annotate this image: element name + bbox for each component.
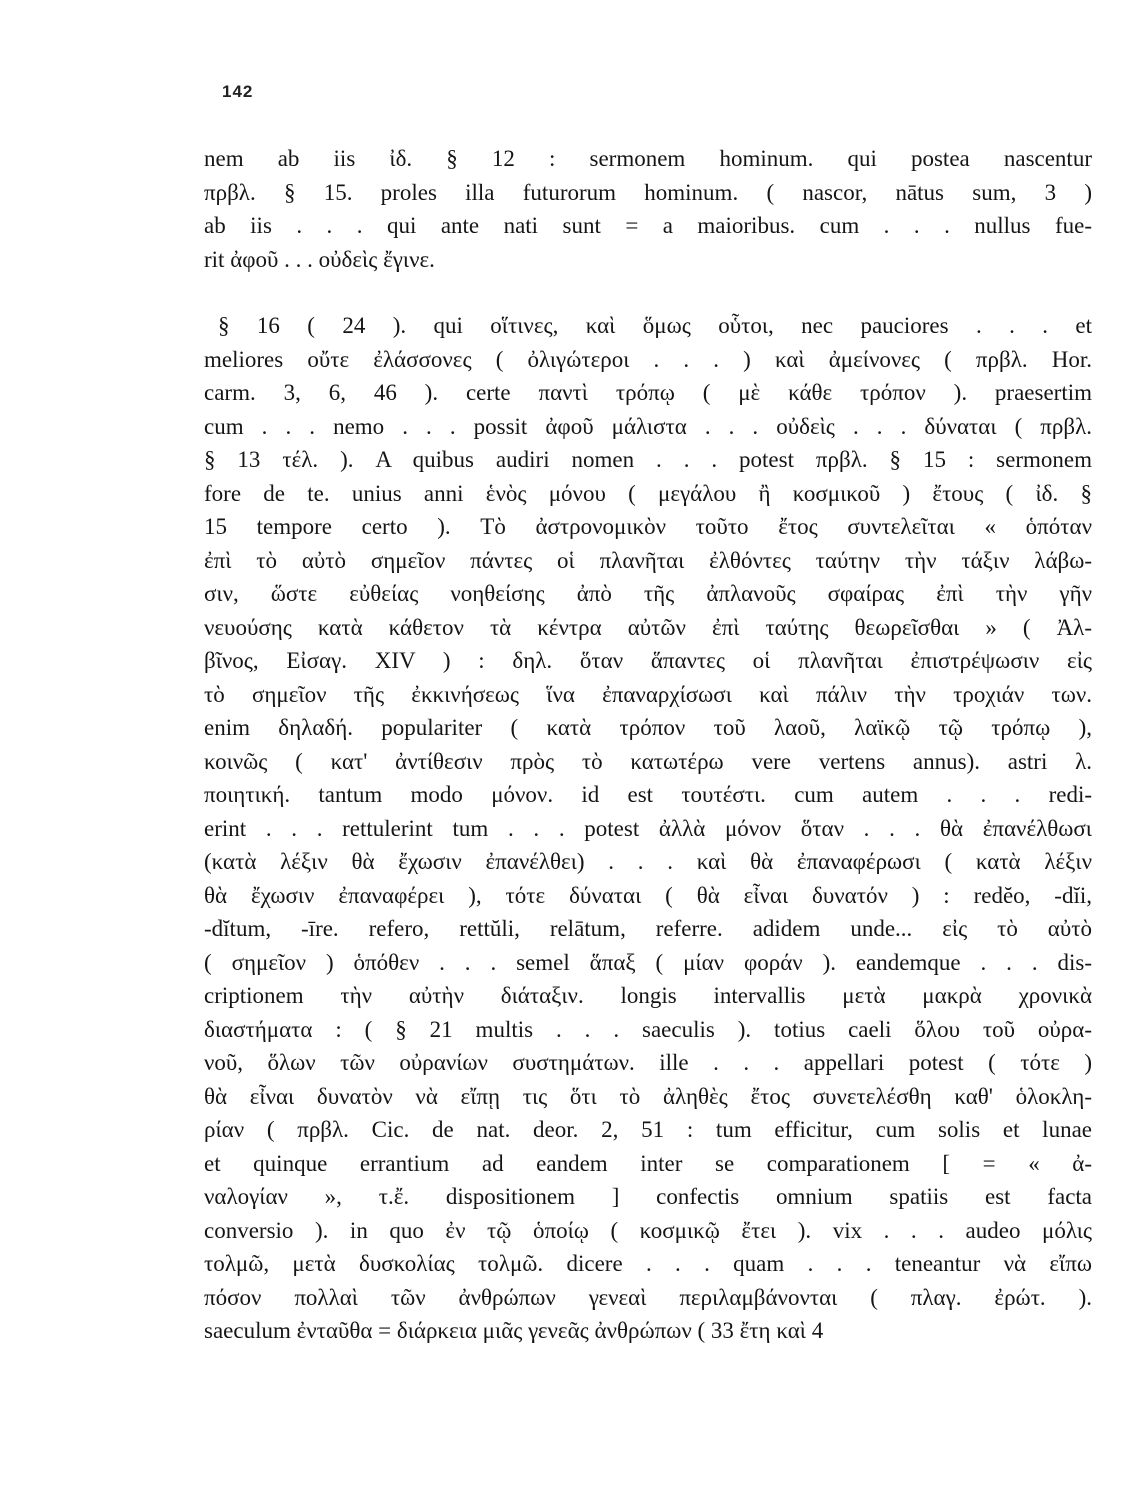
text-line: § 13 τέλ. ). A quibus audiri nomen . . . potest πρβλ. § 15 : sermonem [204,447,1092,472]
text-line: enim δηλαδή. populariter ( κατὰ τρόπον τοῦ λαοῦ, λαϊκῷ τῷ τρόπῳ ), [204,715,1092,740]
text-line: νοῦ, ὅλων τῶν οὐρανίων συστημάτων. ille . . . appellari potest ( τότε ) [204,1050,1092,1075]
text-line: θὰ εἶναι δυνατὸν νὰ εἴπῃ τις ὅτι τὸ ἀληθὲς ἔτος συνετελέσθη καθ' ὁλοκλη- [204,1083,1092,1109]
text-line: § 16 ( 24 ). qui οἵτινες, καὶ ὅμως οὗτοι, nec pauciores . . . et [218,313,1092,338]
text-line: κοινῶς ( κατ' ἀντίθεσιν πρὸς τὸ κατωτέρω vere vertens annus). astri λ. [204,748,1092,774]
text-line: nem ab iis ἰδ. § 12 : sermonem hominum. qui postea nascentur [204,146,1092,171]
text-line: 15 tempore certo ). Τὸ ἀστρονομικὸν τοῦτο ἔτος συντελεῖται « ὁπόταν [204,514,1092,539]
text-line: (κατὰ λέξιν θὰ ἔχωσιν ἐπανέλθει) . . . καὶ θὰ ἐπαναφέρωσι ( κατὰ λέξιν [204,849,1092,874]
text-line: πόσον πολλαὶ τῶν ἀνθρώπων γενεαὶ περιλαμβάνονται ( πλαγ. ἐρώτ. ). [204,1284,1092,1310]
text-line: σιν, ὥστε εὐθείας νοηθείσης ἀπὸ τῆς ἀπλανοῦς σφαίρας ἐπὶ τὴν γῆν [204,581,1092,606]
text-line: criptionem τὴν αὐτὴν διάταξιν. longis intervallis μετὰ μακρὰ χρονικὰ [204,983,1092,1008]
text-line: νευούσης κατὰ κάθετον τὰ κέντρα αὐτῶν ἐπὶ ταύτης θεωρεῖσθαι » ( Ἀλ- [204,614,1092,640]
text-line: et quinque errantium ad eandem inter se comparationem [ = « ἀ- [204,1150,1092,1176]
text-line: ποιητική. tantum modo μόνον. id est τουτέστι. cum autem . . . redi- [204,782,1092,807]
text-line: ναλογίαν », τ.ἔ. dispositionem ] confectis omnium spatiis est facta [204,1184,1092,1209]
text-line: ( σημεῖον ) ὁπόθεν . . . semel ἅπαξ ( μίαν φοράν ). eandemque . . . dis- [204,949,1092,975]
text-line: ρίαν ( πρβλ. Cic. de nat. deor. 2, 51 : tum efficitur, cum solis et lunae [204,1117,1092,1142]
text-line: τὸ σημεῖον τῆς ἐκκινήσεως ἵνα ἐπαναρχίσωσι καὶ πάλιν τὴν τροχιάν των. [204,681,1092,707]
text-line: πρβλ. § 15. proles illa futurorum hominum. ( nascor, nātus sum, 3 ) [204,179,1092,205]
text-line: cum . . . nemo . . . possit ἀφοῦ μάλιστα . . . οὐδεὶς . . . δύναται ( πρβλ. [204,413,1092,439]
text-line: saeculum ἐνταῦθα = διάρκεια μιᾶς γενεᾶς ἀνθρώπων ( 33 ἔτη καὶ 4 [204,1318,824,1343]
text-line: -dĭtum, -īre. refero, rettŭli, relātum, referre. adidem unde... εἰς τὸ αὐτὸ [204,916,1092,941]
text-line: erint . . . rettulerint tum . . . potest ἀλλὰ μόνον ὅταν . . . θὰ ἐπανέλθωσι [204,815,1092,841]
text-line: rit ἀφοῦ . . . οὐδεὶς ἔγινε. [204,246,435,272]
page-number: 142 [222,82,254,101]
commentary-text [204,142,1092,1348]
text-line: βῖνος, Εἰσαγ. XIV ) : δηλ. ὅταν ἅπαντες οἱ πλανῆται ἐπιστρέψωσιν εἰς [204,648,1092,673]
text-line: ἐπὶ τὸ αὐτὸ σημεῖον πάντες οἱ πλανῆται ἐλθόντες ταύτην τὴν τάξιν λάβω- [204,547,1092,573]
text-line: διαστήματα : ( § 21 multis . . . saeculis ). totius caeli ὅλου τοῦ οὐρα- [204,1016,1092,1042]
text-line: τολμῶ, μετὰ δυσκολίας τολμῶ. dicere . . . quam . . . teneantur νὰ εἴπω [204,1251,1092,1276]
text-line: meliores οὔτε ἐλάσσονες ( ὀλιγώτεροι . . . ) καὶ ἀμείνονες ( πρβλ. Hor. [204,346,1092,372]
text-line: conversio ). in quo ἐν τῷ ὁποίῳ ( κοσμικῷ ἔτει ). vix . . . audeo μόλις [204,1217,1092,1243]
text-line: fore de te. unius anni ἑνὸς μόνου ( μεγάλου ἢ κοσμικοῦ ) ἔτους ( ἰδ. § [204,480,1092,506]
text-line: ab iis . . . qui ante nati sunt = a maioribus. cum . . . nullus fue- [204,213,1092,238]
text-line: carm. 3, 6, 46 ). certe παντὶ τρόπῳ ( μὲ κάθε τρόπον ). praesertim [204,380,1092,405]
text-line: θὰ ἔχωσιν ἐπαναφέρει ), τότε δύναται ( θὰ εἶναι δυνατόν ) : redĕo, -dĭi, [204,882,1092,908]
